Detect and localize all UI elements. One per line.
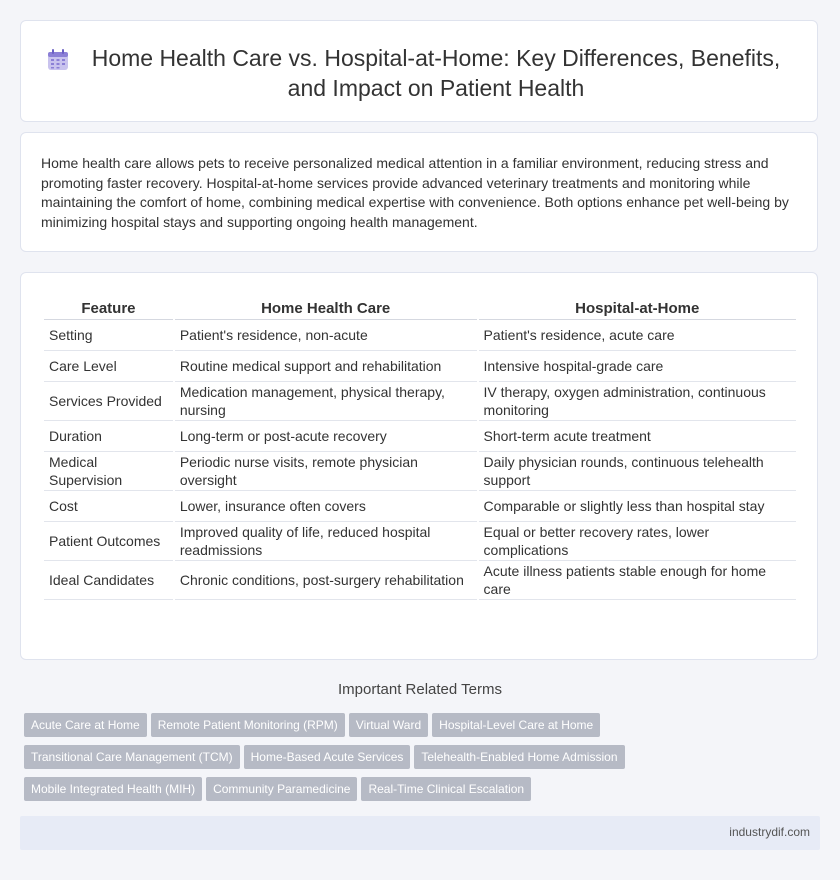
column-header-feature: Feature xyxy=(44,297,173,320)
comparison-table xyxy=(42,297,798,600)
table-cell: Patient Outcomes xyxy=(44,522,173,561)
related-term-tag[interactable]: Remote Patient Monitoring (RPM) xyxy=(151,713,345,737)
intro-paragraph: Home health care allows pets to receive personalized medical attention in a familiar environment, reducing stress and promoting faster recovery. Hospital-at-home services provide advanced veterinary treatments and monitoring while maintaining the comfort of home, combining medical expertise with convenience. Both options enhance pet well-being by minimizing hospital stays and supporting ongoing health management. xyxy=(41,155,789,230)
table-cell: Ideal Candidates xyxy=(44,561,173,600)
table-cell: Equal or better recovery rates, lower complications xyxy=(479,522,796,561)
table-cell: Daily physician rounds, continuous telehealth support xyxy=(479,452,796,491)
related-term-tag[interactable]: Telehealth-Enabled Home Admission xyxy=(414,745,624,769)
table-header-row xyxy=(44,297,796,320)
related-terms-title: Important Related Terms xyxy=(338,681,502,698)
table-cell: Improved quality of life, reduced hospital readmissions xyxy=(175,522,477,561)
column-header-hospital-at-home: Hospital-at-Home xyxy=(479,297,796,320)
related-term-tag[interactable]: Mobile Integrated Health (MIH) xyxy=(24,777,202,801)
table-cell: Routine medical support and rehabilitation xyxy=(175,351,477,382)
comparison-card xyxy=(20,272,818,660)
table-row xyxy=(44,522,796,561)
table-cell: Acute illness patients stable enough for home care xyxy=(479,561,796,600)
related-term-tag[interactable]: Transitional Care Management (TCM) xyxy=(24,745,240,769)
related-term-tag[interactable]: Real-Time Clinical Escalation xyxy=(361,777,531,801)
table-cell: Services Provided xyxy=(44,382,173,421)
related-term-tag[interactable]: Home-Based Acute Services xyxy=(244,745,411,769)
related-terms-list xyxy=(24,713,644,809)
related-term-tag[interactable]: Community Paramedicine xyxy=(206,777,357,801)
table-cell: Setting xyxy=(44,320,173,351)
table-cell: Intensive hospital-grade care xyxy=(479,351,796,382)
table-row xyxy=(44,320,796,351)
table-cell: Long-term or post-acute recovery xyxy=(175,421,477,452)
related-term-tag[interactable]: Acute Care at Home xyxy=(24,713,147,737)
table-cell: Short-term acute treatment xyxy=(479,421,796,452)
intro-card xyxy=(20,132,818,252)
footer-site-link[interactable]: industrydif.com xyxy=(729,825,810,839)
table-row xyxy=(44,382,796,421)
table-row xyxy=(44,421,796,452)
table-cell: Medication management, physical therapy, nursing xyxy=(175,382,477,421)
related-term-tag[interactable]: Hospital-Level Care at Home xyxy=(432,713,600,737)
page-title: Home Health Care vs. Hospital-at-Home: Key Differences, Benefits, and Impact on Patient Health xyxy=(91,45,781,101)
table-cell: Patient's residence, non-acute xyxy=(175,320,477,351)
table-cell: Periodic nurse visits, remote physician oversight xyxy=(175,452,477,491)
table-cell: Duration xyxy=(44,421,173,452)
table-row xyxy=(44,351,796,382)
table-row xyxy=(44,452,796,491)
table-cell: Patient's residence, acute care xyxy=(479,320,796,351)
table-cell: IV therapy, oxygen administration, continuous monitoring xyxy=(479,382,796,421)
table-cell: Lower, insurance often covers xyxy=(175,491,477,522)
table-row xyxy=(44,561,796,600)
table-cell: Medical Supervision xyxy=(44,452,173,491)
table-cell: Care Level xyxy=(44,351,173,382)
table-cell: Chronic conditions, post-surgery rehabilitation xyxy=(175,561,477,600)
footer-bar xyxy=(20,816,820,850)
table-cell: Comparable or slightly less than hospital stay xyxy=(479,491,796,522)
header-card xyxy=(20,20,818,122)
table-cell: Cost xyxy=(44,491,173,522)
column-header-home-health-care: Home Health Care xyxy=(175,297,477,320)
table-row xyxy=(44,491,796,522)
related-term-tag[interactable]: Virtual Ward xyxy=(349,713,428,737)
